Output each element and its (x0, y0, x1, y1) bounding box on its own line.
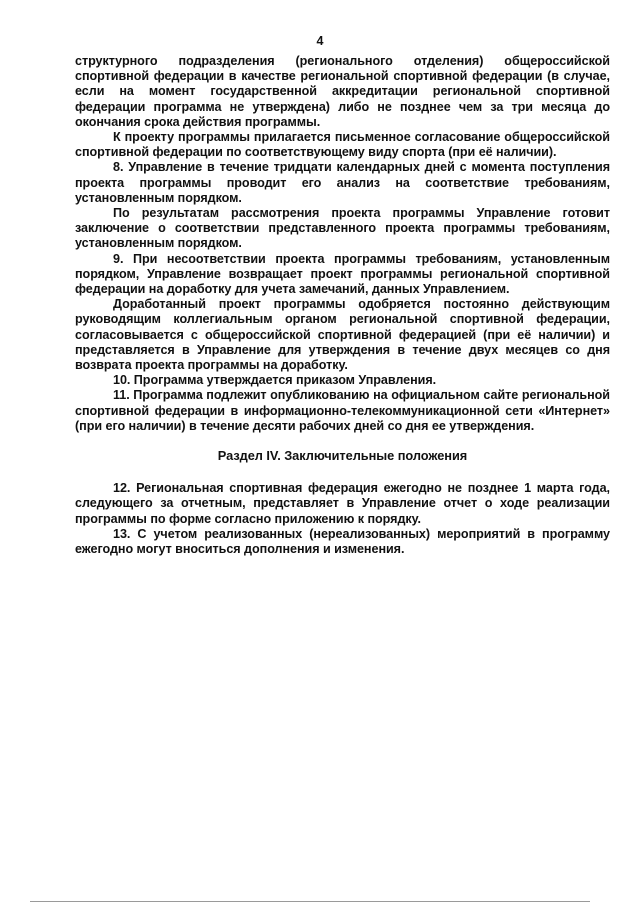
paragraph: 13. С учетом реализованных (нереализованных) мероприятий в программу ежегодно могут вноситься дополнения и изменения. (75, 526, 610, 557)
paragraph: 11. Программа подлежит опубликованию на официальном сайте региональной спортивной федерации в информационно-телекоммуникационной сети «Интернет» (при его наличии) в течение десяти рабочих дней со дня ее утверждения. (75, 388, 610, 433)
paragraph: К проекту программы прилагается письменное согласование общероссийской спортивной федерации по соответствующему виду спорта (при её наличии). (75, 130, 610, 160)
paragraph: Доработанный проект программы одобряется постоянно действующим руководящим коллегиальным органом региональной спортивной федерации, согласовывается с общероссийской спортивной федерацией (при её наличии) и представляется в Управление для утверждения в течение двух месяцев со дня возврата проекта программы на доработку. (75, 297, 610, 373)
paragraph: 8. Управление в течение тридцати календарных дней с момента поступления проекта программы проводит его анализ на соответствие требованиям, установленным порядком. (75, 160, 610, 205)
paragraph: 10. Программа утверждается приказом Управления. (113, 373, 437, 388)
section-heading: Раздел IV. Заключительные положения (217, 448, 468, 464)
paragraphs-before-section (75, 54, 610, 434)
paragraph: По результатам рассмотрения проекта программы Управление готовит заключение о соответствии представленного проекта программы требованиям, установленным порядком. (75, 206, 610, 251)
paragraph: 12. Региональная спортивная федерация ежегодно не позднее 1 марта года, следующего за отчетным, представляет в Управление отчет о ходе реализации программы по форме согласно приложению к порядку. (75, 481, 610, 526)
page-number: 4 (316, 34, 324, 48)
paragraph: структурного подразделения (регионального отделения) общероссийской спортивной федерации в качестве региональной спортивной федерации (в случае, если на момент государственной аккредитации региональной спортивной федерации программа не утверждена) либо не позднее чем за три месяца до окончания срока действия программы. (75, 54, 610, 129)
paragraph: 9. При несоответствии проекта программы требованиям, установленным порядком, Управление возвращает проект программы региональной спортивной федерации на доработку для учета замечаний, данных Управлением. (75, 251, 610, 297)
paragraphs-after-section (75, 481, 610, 557)
scan-edge-line (30, 901, 590, 902)
document-body (75, 54, 610, 557)
